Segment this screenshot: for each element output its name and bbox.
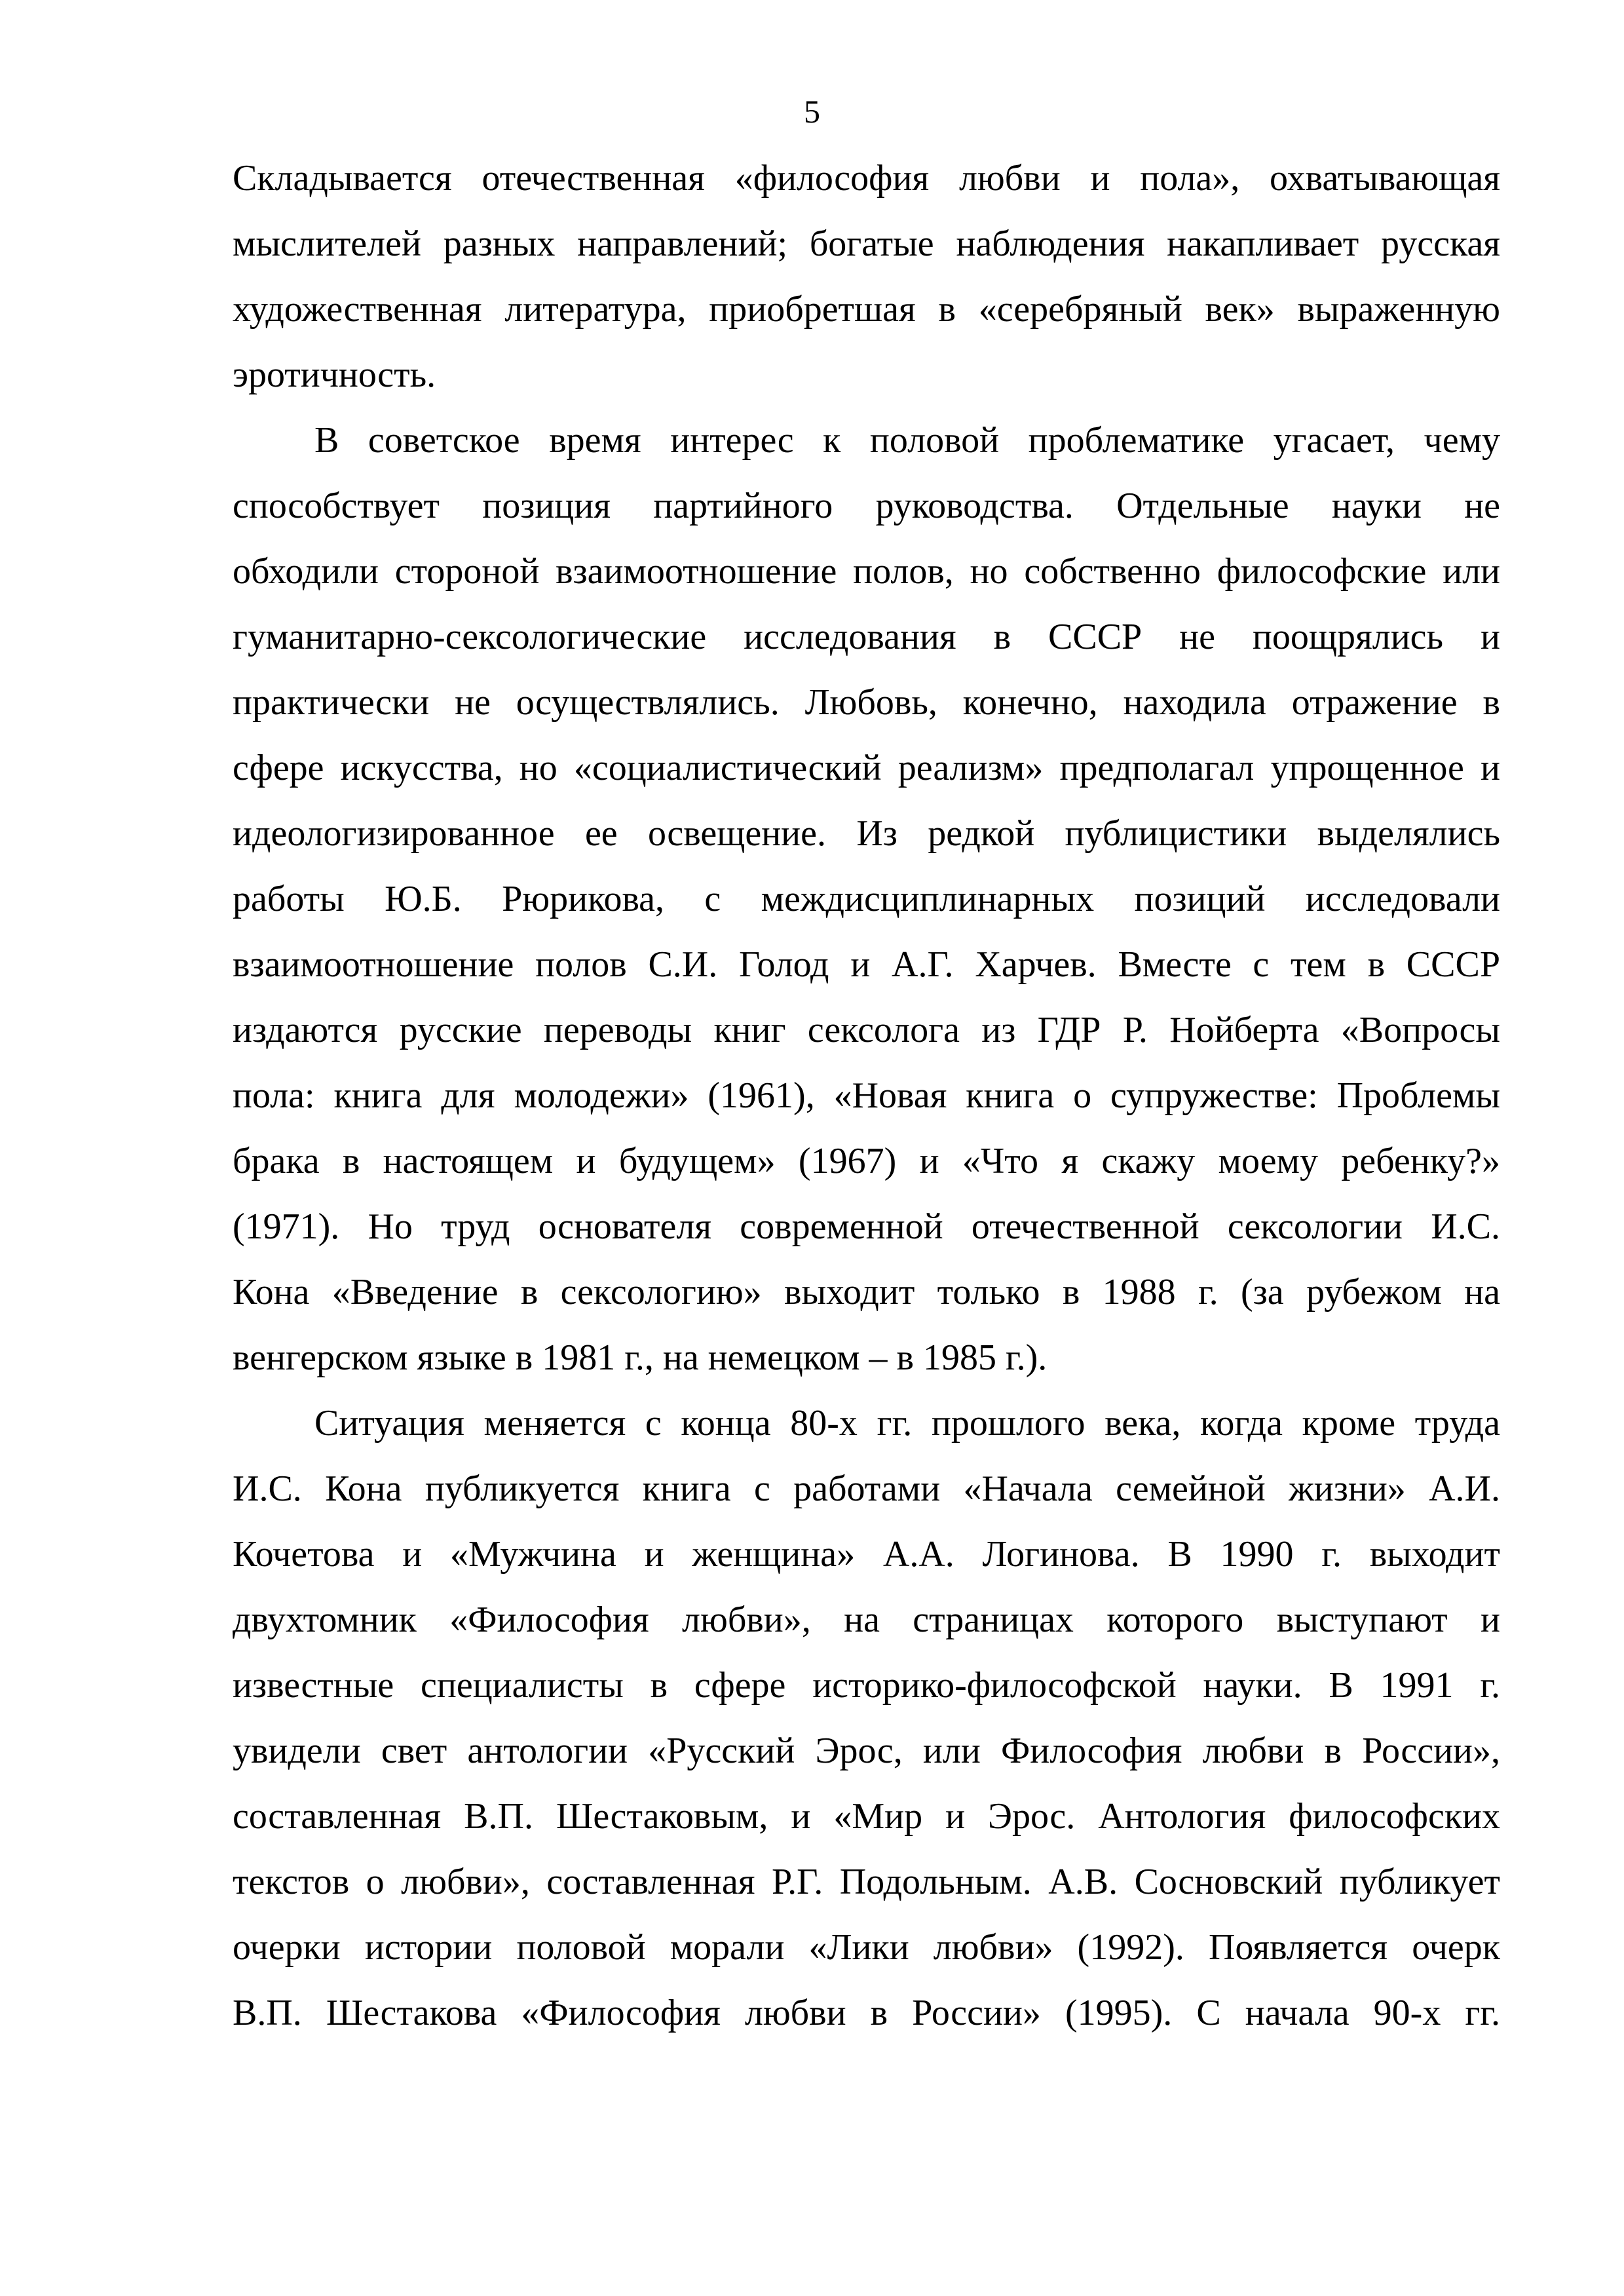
- text-line: работы Ю.Б. Рюрикова, с междисциплинарных позиций исследовали: [233, 879, 1500, 919]
- text-line: И.С. Кона публикуется книга с работами «Начала семейной жизни» А.И.: [233, 1468, 1500, 1509]
- text-line: обходили стороной взаимоотношение полов, но собственно философские или: [233, 551, 1500, 592]
- text-line: брака в настоящем и будущем» (1967) и «Что я скажу моему ребенку?»: [233, 1141, 1500, 1181]
- text-line: мыслителей разных направлений; богатые наблюдения накапливает русская: [233, 223, 1500, 264]
- document-body: [233, 145, 1500, 2046]
- text-line: способствует позиция партийного руководства. Отдельные науки не: [233, 486, 1500, 526]
- paragraph-3: [233, 1390, 1500, 2046]
- text-line: Кона «Введение в сексологию» выходит только в 1988 г. (за рубежом на: [233, 1272, 1500, 1312]
- page-number: 5: [804, 93, 820, 130]
- text-line: (1971). Но труд основателя современной отечественной сексологии И.С.: [233, 1206, 1500, 1247]
- text-line: художественная литература, приобретшая в «серебряный век» выраженную: [233, 289, 1500, 330]
- text-line: сфере искусства, но «социалистический реализм» предполагал упрощенное и: [233, 748, 1500, 788]
- text-line: В советское время интерес к половой проблематике угасает, чему: [314, 420, 1500, 461]
- text-line: идеологизированное ее освещение. Из редкой публицистики выделялись: [233, 813, 1500, 854]
- text-line: В.П. Шестакова «Философия любви в России» (1995). С начала 90-х гг.: [233, 1993, 1500, 2033]
- text-line: пола: книга для молодежи» (1961), «Новая книга о супружестве: Проблемы: [233, 1075, 1500, 1116]
- text-line: составленная В.П. Шестаковым, и «Мир и Эрос. Антология философских: [233, 1796, 1500, 1837]
- text-line: Складывается отечественная «философия любви и пола», охватывающая: [233, 158, 1500, 199]
- text-line: текстов о любви», составленная Р.Г. Подольным. А.В. Сосновский публикует: [233, 1862, 1500, 1902]
- text-line: гуманитарно-сексологические исследования в СССР не поощрялись и: [233, 617, 1500, 657]
- text-line: издаются русские переводы книг сексолога из ГДР Р. Нойберта «Вопросы: [233, 1010, 1500, 1050]
- text-line: Кочетова и «Мужчина и женщина» А.А. Логинова. В 1990 г. выходит: [233, 1534, 1500, 1575]
- text-line: венгерском языке в 1981 г., на немецком – в 1985 г.).: [233, 1337, 1048, 1378]
- text-line: взаимоотношение полов С.И. Голод и А.Г. Харчев. Вместе с тем в СССР: [233, 944, 1500, 985]
- paragraph-1: [233, 145, 1500, 408]
- text-line: эротичность.: [233, 354, 436, 395]
- text-line: двухтомник «Философия любви», на страницах которого выступают и: [233, 1599, 1500, 1640]
- text-line: очерки истории половой морали «Лики любви» (1992). Появляется очерк: [233, 1927, 1500, 1968]
- text-line: практически не осуществлялись. Любовь, конечно, находила отражение в: [233, 682, 1500, 723]
- text-line: Ситуация меняется с конца 80-х гг. прошлого века, когда кроме труда: [314, 1403, 1500, 1444]
- paragraph-2: [233, 408, 1500, 1390]
- text-line: известные специалисты в сфере историко-философской науки. В 1991 г.: [233, 1665, 1500, 1706]
- text-line: увидели свет антологии «Русский Эрос, или Философия любви в России»,: [233, 1731, 1500, 1771]
